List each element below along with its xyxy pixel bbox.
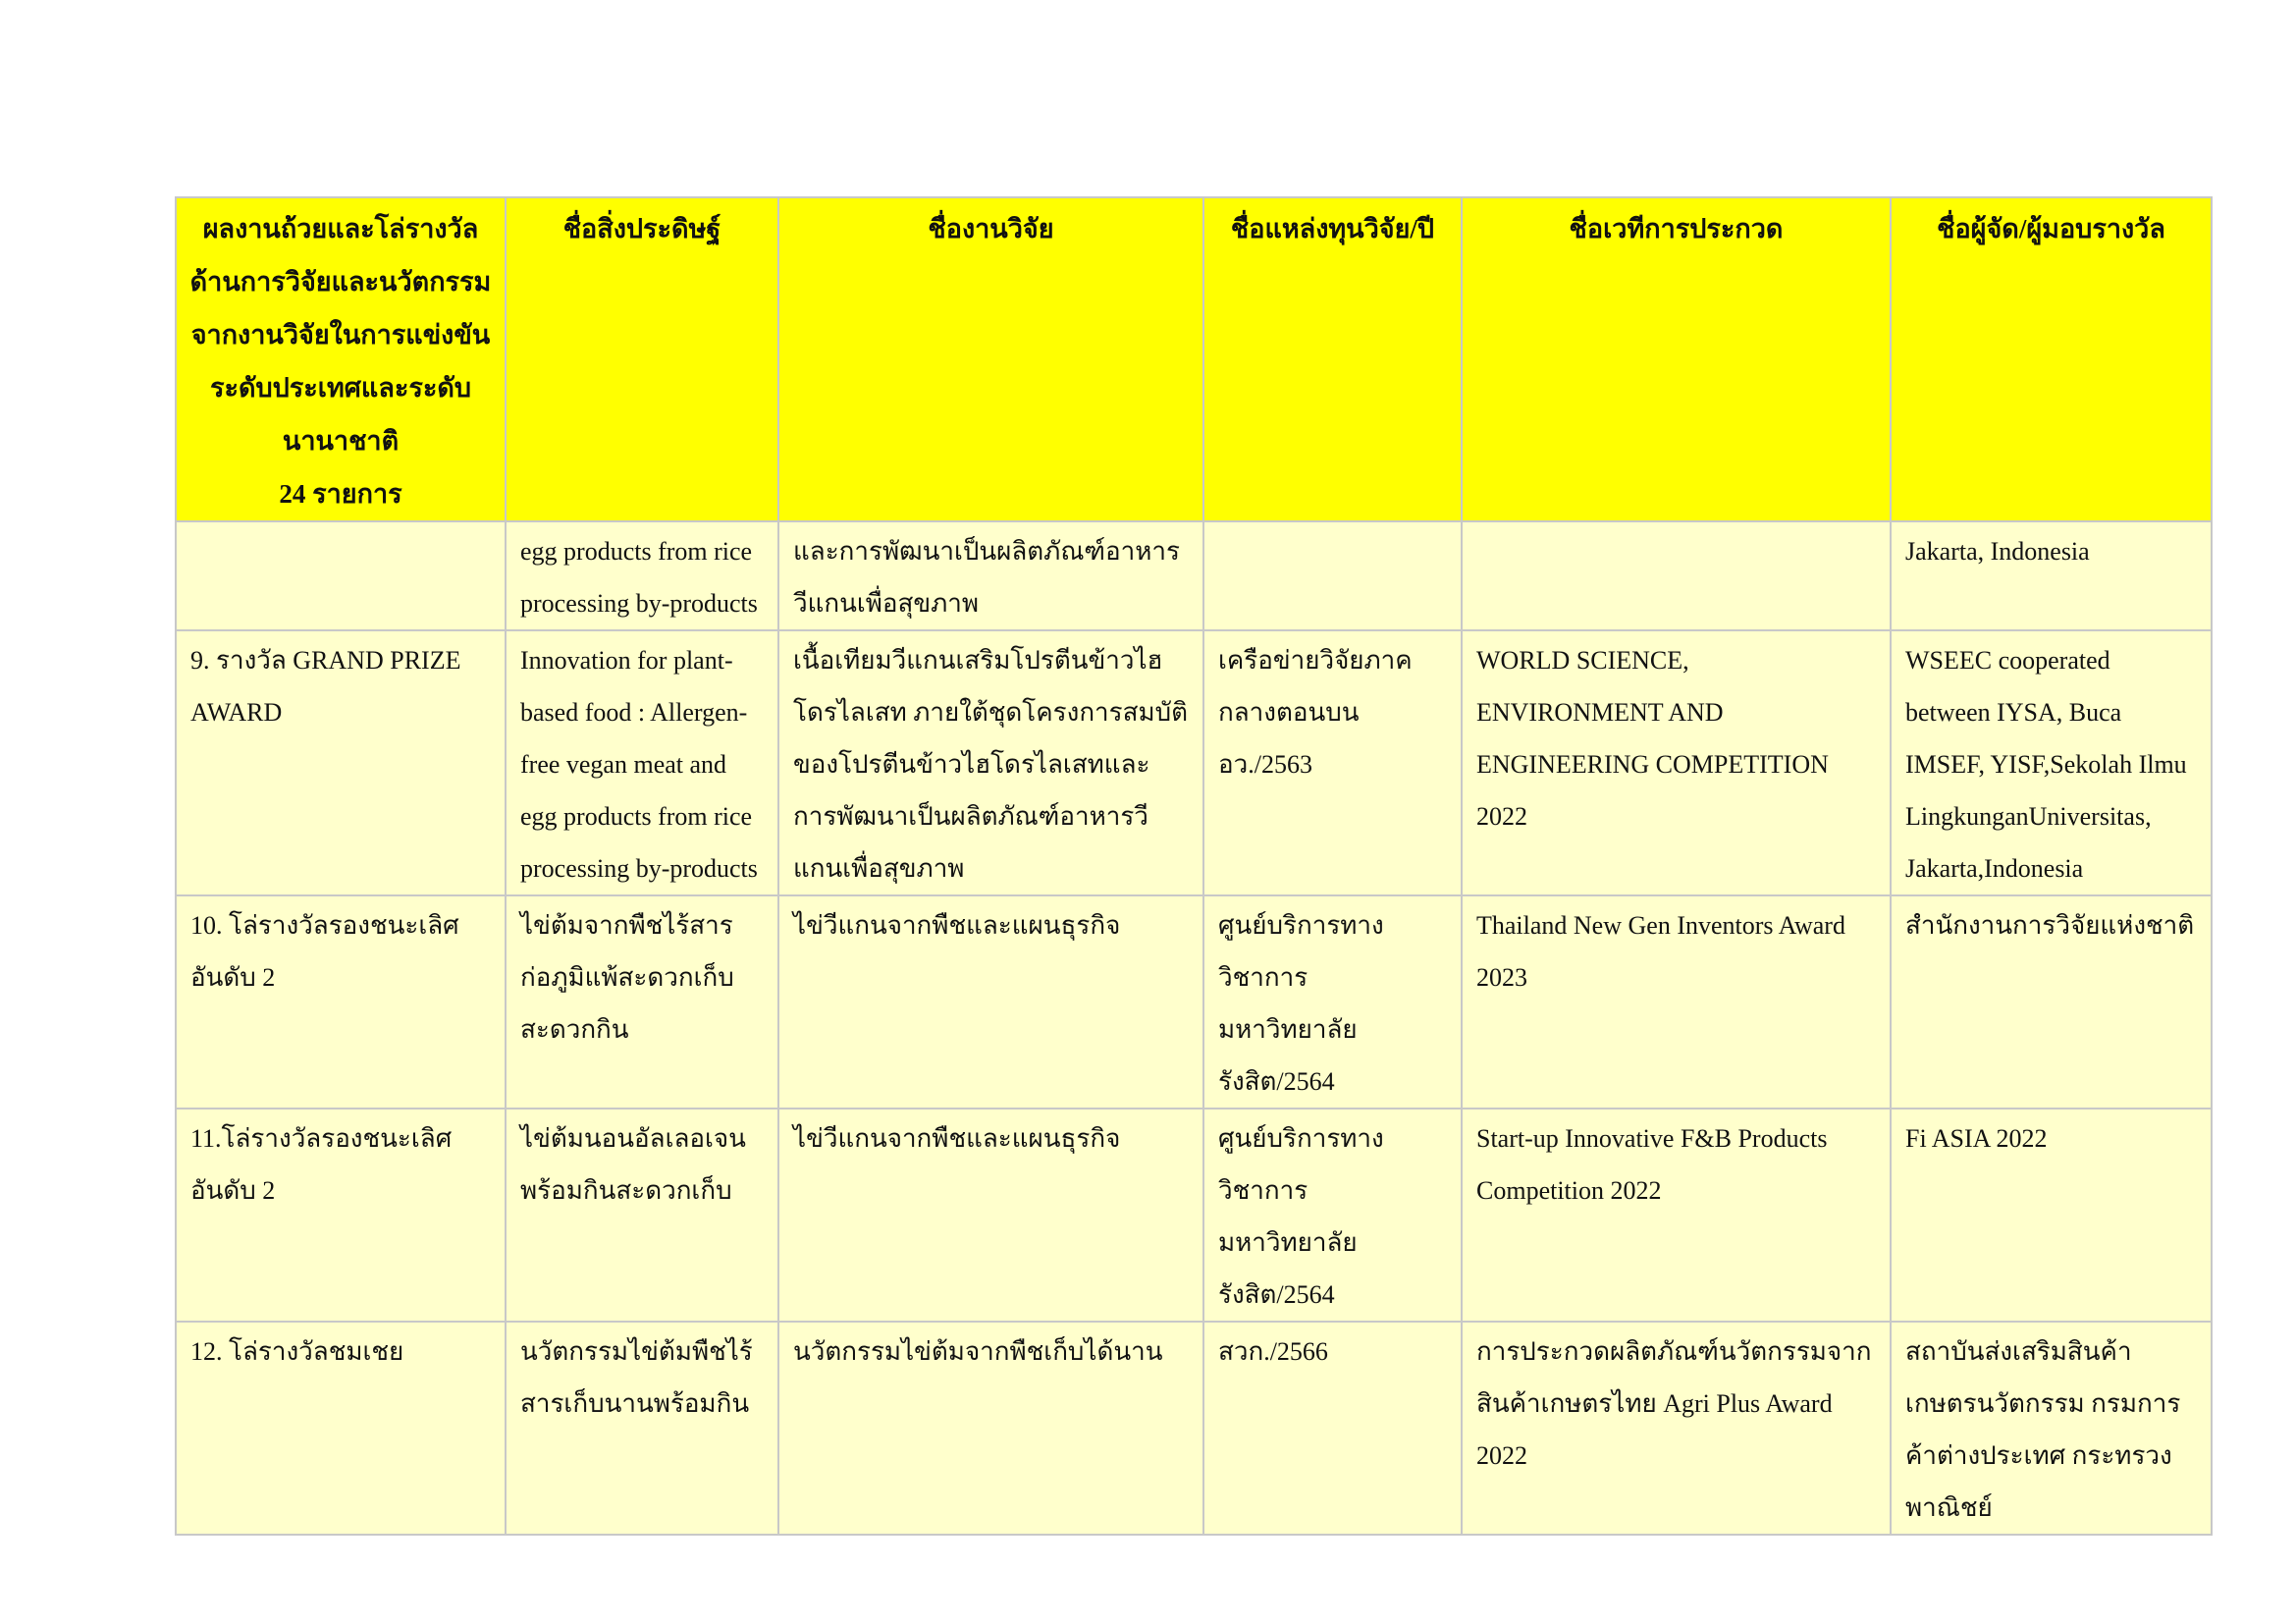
award-cell: 9. รางวัล GRAND PRIZE AWARD — [176, 630, 506, 895]
table-row — [176, 630, 2212, 895]
award-cell: 11.โล่รางวัลรองชนะเลิศอันดับ 2 — [176, 1109, 506, 1322]
funding-cell: ศูนย์บริการทางวิชาการ มหาวิทยาลัยรังสิต/2564 — [1203, 895, 1462, 1109]
funding-cell: สวก./2566 — [1203, 1322, 1462, 1535]
contest-cell: การประกวดผลิตภัณฑ์นวัตกรรมจากสินค้าเกษตรไทย Agri Plus Award 2022 — [1462, 1322, 1891, 1535]
funding-cell — [1203, 521, 1462, 630]
table-row — [176, 521, 2212, 630]
award-cell: 12. โล่รางวัลชมเชย — [176, 1322, 506, 1535]
funding-cell: เครือข่ายวิจัยภาคกลางตอนบน อว./2563 — [1203, 630, 1462, 895]
table-row — [176, 895, 2212, 1109]
contest-cell: WORLD SCIENCE, ENVIRONMENT AND ENGINEERING COMPETITION 2022 — [1462, 630, 1891, 895]
table-row — [176, 1109, 2212, 1322]
organizer-cell: สำนักงานการวิจัยแห่งชาติ — [1891, 895, 2212, 1109]
invention-cell: ไข่ต้มนอนอัลเลอเจนพร้อมกินสะดวกเก็บ — [506, 1109, 778, 1322]
award-cell — [176, 521, 506, 630]
header-invention: ชื่อสิ่งประดิษฐ์ — [506, 197, 778, 521]
header-item-count: 24 รายการ — [279, 479, 402, 509]
research-cell: นวัตกรรมไข่ต้มจากพืชเก็บได้นาน — [778, 1322, 1203, 1535]
table-header-row — [176, 197, 2212, 521]
research-cell: ไข่วีแกนจากพืชและแผนธุรกิจ — [778, 1109, 1203, 1322]
organizer-cell: Fi ASIA 2022 — [1891, 1109, 2212, 1322]
organizer-cell: สถาบันส่งเสริมสินค้าเกษตรนวัตกรรม กรมการค้าต่างประเทศ กระทรวงพาณิชย์ — [1891, 1322, 2212, 1535]
invention-cell: นวัตกรรมไข่ต้มพืชไร้สารเก็บนานพร้อมกิน — [506, 1322, 778, 1535]
contest-cell: Thailand New Gen Inventors Award 2023 — [1462, 895, 1891, 1109]
header-research: ชื่องานวิจัย — [778, 197, 1203, 521]
header-award — [176, 197, 506, 521]
header-contest: ชื่อเวทีการประกวด — [1462, 197, 1891, 521]
contest-cell — [1462, 521, 1891, 630]
award-cell: 10. โล่รางวัลรองชนะเลิศอันดับ 2 — [176, 895, 506, 1109]
research-cell: เนื้อเทียมวีแกนเสริมโปรตีนข้าวไฮโดรไลเสท ภายใต้ชุดโครงการสมบัติของโปรตีนข้าวไฮโดรไลเสทและการพัฒนาเป็นผลิตภัณฑ์อาหารวีแกนเพื่อสุขภาพ — [778, 630, 1203, 895]
invention-cell: Innovation for plant-based food : Allergen-free vegan meat and egg products from rice processing by-products — [506, 630, 778, 895]
awards-table — [175, 196, 2213, 1536]
funding-cell: ศูนย์บริการทางวิชาการ มหาวิทยาลัยรังสิต/2564 — [1203, 1109, 1462, 1322]
research-cell: ไข่วีแกนจากพืชและแผนธุรกิจ — [778, 895, 1203, 1109]
header-award-label: ผลงานถ้วยและโล่รางวัลด้านการวิจัยและนวัตกรรมจากงานวิจัยในการแข่งขันระดับประเทศและระดับนานาชาติ — [189, 214, 492, 456]
header-organizer: ชื่อผู้จัด/ผู้มอบรางวัล — [1891, 197, 2212, 521]
invention-cell: egg products from rice processing by-products — [506, 521, 778, 630]
table-row — [176, 1322, 2212, 1535]
header-funding: ชื่อแหล่งทุนวิจัย/ปี — [1203, 197, 1462, 521]
organizer-cell: Jakarta, Indonesia — [1891, 521, 2212, 630]
contest-cell: Start-up Innovative F&B Products Competition 2022 — [1462, 1109, 1891, 1322]
research-cell: และการพัฒนาเป็นผลิตภัณฑ์อาหารวีแกนเพื่อสุขภาพ — [778, 521, 1203, 630]
invention-cell: ไข่ต้มจากพืชไร้สารก่อภูมิแพ้สะดวกเก็บสะดวกกิน — [506, 895, 778, 1109]
organizer-cell: WSEEC cooperated between IYSA, Buca IMSEF, YISF,Sekolah Ilmu LingkunganUniversitas, Jakarta,Indonesia — [1891, 630, 2212, 895]
